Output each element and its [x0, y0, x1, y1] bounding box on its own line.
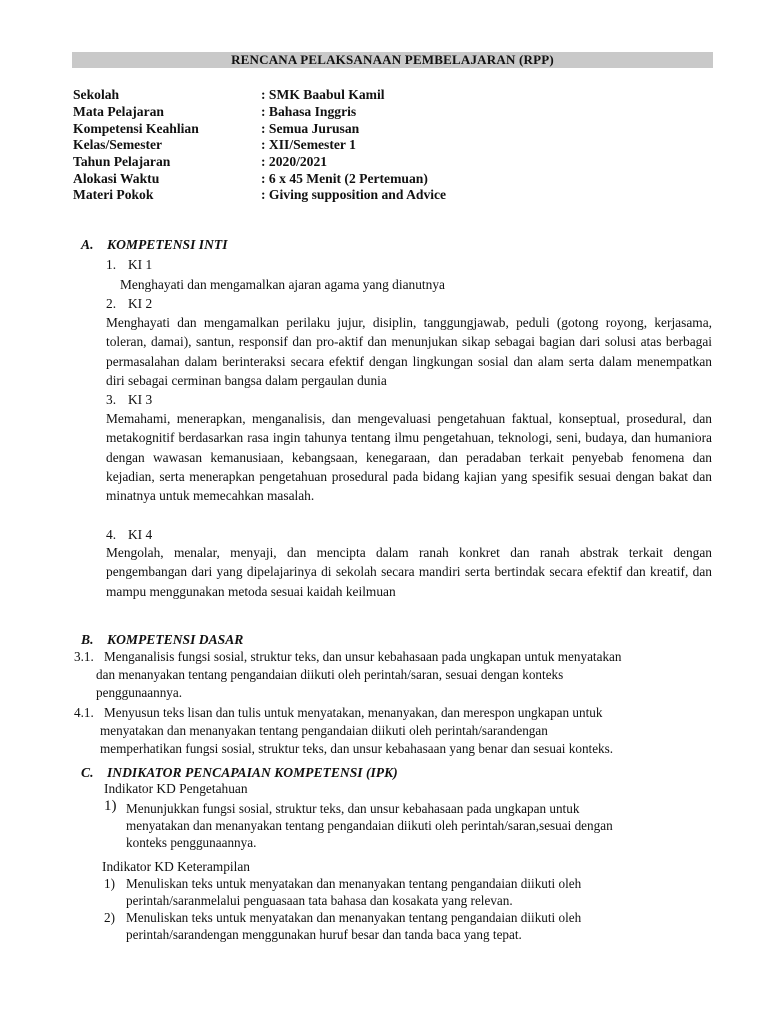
- indikator-pengetahuan-label: Indikator KD Pengetahuan: [104, 781, 248, 796]
- info-label: Materi Pokok: [73, 187, 154, 202]
- info-label: Sekolah: [73, 87, 120, 102]
- indikator-line: perintah/saranmelalui penguasaan tata bahasa dan kosakata yang relevan.: [126, 893, 513, 908]
- section-title: KOMPETENSI DASAR: [107, 632, 244, 647]
- ki-1-text: Menghayati dan mengamalkan ajaran agama yang dianutnya: [120, 277, 445, 292]
- ki-3-label: [106, 391, 152, 408]
- ki-2-text: Menghayati dan mengamalkan perilaku jujur, disiplin, tanggungjawab, peduli (gotong royong, kerjasama, toleran, damai), santun, responsif dan pro-aktif dan menunjukan sikap sebagai bagian dari solusi atas berbagai permasalahan dalam berinteraksi secara efektif dengan lingkungan sosial dan alam serta dalam menempatkan diri sebagai cerminan bangsa dalam pergaulan dunia: [106, 315, 712, 388]
- info-label: Alokasi Waktu: [73, 171, 160, 186]
- ki-title: KI 4: [128, 527, 153, 542]
- ki-2-label: [106, 295, 152, 312]
- kd-line: dan menanyakan tentang pengandaian diikuti oleh perintah/saran, sesuai dengan konteks: [96, 667, 564, 682]
- indikator-keterampilan-label: Indikator KD Keterampilan: [102, 859, 250, 874]
- indikator-number: 1): [104, 798, 117, 814]
- section-letter: B.: [81, 632, 94, 647]
- info-label: Kelas/Semester: [73, 137, 163, 152]
- kd-line: penggunaannya.: [96, 685, 183, 700]
- kd-number: 3.1.: [74, 649, 94, 664]
- document-title: RENCANA PELAKSANAAN PEMBELAJARAN (RPP): [72, 52, 713, 68]
- section-b-heading: [81, 631, 243, 648]
- info-value: : 6 x 45 Menit (2 Pertemuan): [261, 171, 428, 186]
- indikator-number: 2): [104, 910, 115, 925]
- section-letter: A.: [81, 237, 94, 252]
- kd-line: memperhatikan fungsi sosial, struktur teks, dan unsur kebahasaan yang benar dan sesuai konteks.: [100, 741, 614, 756]
- info-value: : Bahasa Inggris: [261, 104, 357, 119]
- ki-1-label: [106, 256, 152, 273]
- ki-number: 1.: [106, 257, 117, 272]
- kd-line: Menyusun teks lisan dan tulis untuk menyatakan, menanyakan, dan merespon ungkapan untuk: [104, 705, 603, 720]
- ki-3-text: Memahami, menerapkan, menganalisis, dan mengevaluasi pengetahuan faktual, konseptual, prosedural, dan metakognitif berdasarkan rasa ingin tahunya tentang ilmu pengetahuan, teknologi, seni, budaya, dan humaniora dengan wawasan kemanusiaan, kebangsaan, kenegaraan, dan peradaban terkait penyebab fenomena dan kejadian, serta menerapkan pengetahuan prosedural pada bidang kajian yang spesifik sesuai dengan bakat dan minatnya untuk memecahkan masalah.: [106, 411, 712, 504]
- kd-item-4-1: [74, 704, 714, 758]
- kd-line: menyatakan dan menanyakan tentang pengandaian diikuti oleh perintah/sarandengan: [100, 723, 548, 738]
- section-title: INDIKATOR PENCAPAIAN KOMPETENSI (IPK): [107, 765, 398, 780]
- ki-4-text: Mengolah, menalar, menyaji, dan mencipta dalam ranah konkret dan ranah abstrak terkait dengan pengembangan dari yang dipelajarinya di sekolah secara mandiri serta bertindak secara efektif dan kreatif, dan mampu menggunakan metoda sesuai kaidah keilmuan: [106, 545, 712, 599]
- indikator-line: Menuliskan teks untuk menyatakan dan menanyakan tentang pengandaian diikuti oleh: [126, 910, 582, 925]
- ki-title: KI 1: [128, 257, 153, 272]
- ki-number: 4.: [106, 527, 117, 542]
- indikator-pengetahuan-item-1: [104, 798, 714, 850]
- section-letter: C.: [81, 765, 94, 780]
- kd-number: 4.1.: [74, 705, 94, 720]
- kd-line: Menganalisis fungsi sosial, struktur teks, dan unsur kebahasaan pada ungkapan untuk menyatakan: [104, 649, 622, 664]
- ki-number: 2.: [106, 296, 117, 311]
- section-c-heading: [81, 764, 398, 781]
- info-value: : XII/Semester 1: [261, 137, 356, 152]
- info-value: : 2020/2021: [261, 154, 328, 169]
- indikator-number: 1): [104, 876, 115, 891]
- ki-4-label: [106, 526, 152, 543]
- info-value: : SMK Baabul Kamil: [261, 87, 385, 102]
- indikator-line: perintah/sarandengan menggunakan huruf besar dan tanda baca yang tepat.: [126, 927, 522, 942]
- info-label: Tahun Pelajaran: [73, 154, 171, 169]
- info-label: Mata Pelajaran: [73, 104, 164, 119]
- indikator-line: Menuliskan teks untuk menyatakan dan menanyakan tentang pengandaian diikuti oleh: [126, 876, 582, 891]
- indikator-keterampilan-item-1: [104, 875, 714, 909]
- ki-number: 3.: [106, 392, 117, 407]
- info-label: Kompetensi Keahlian: [73, 121, 199, 136]
- indikator-line: menyatakan dan menanyakan tentang pengandaian diikuti oleh perintah/saran,sesuai dengan: [126, 818, 613, 833]
- info-value: : Giving supposition and Advice: [261, 187, 447, 202]
- indikator-keterampilan-item-2: [104, 909, 714, 943]
- ki-title: KI 3: [128, 392, 153, 407]
- info-value: : Semua Jurusan: [261, 121, 360, 136]
- ki-title: KI 2: [128, 296, 153, 311]
- section-a-heading: [81, 236, 227, 253]
- section-title: KOMPETENSI INTI: [107, 237, 228, 252]
- kd-item-3-1: [74, 648, 714, 702]
- indikator-line: konteks penggunaannya.: [126, 835, 257, 850]
- indikator-line: Menunjukkan fungsi sosial, struktur teks, dan unsur kebahasaan pada ungkapan untuk: [126, 801, 580, 816]
